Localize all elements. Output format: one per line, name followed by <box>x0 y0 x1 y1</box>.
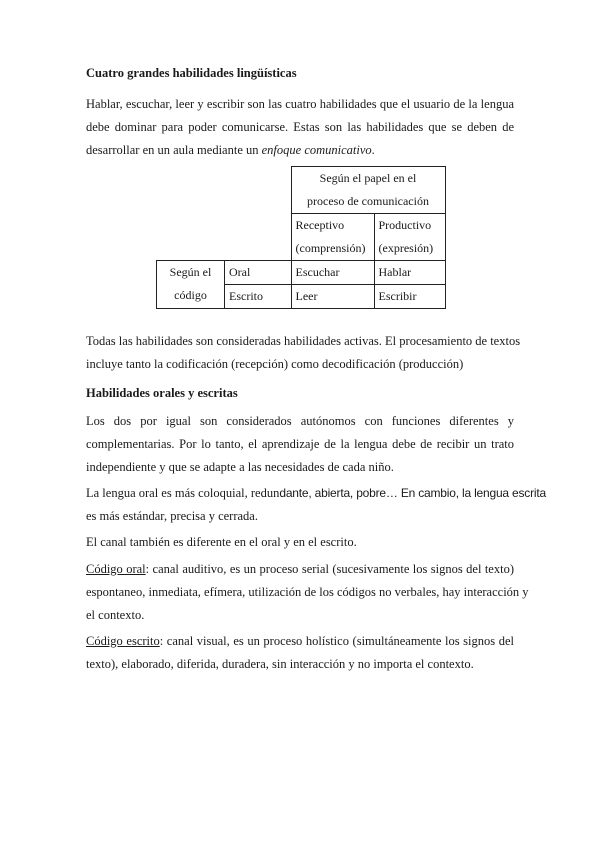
text-span: . <box>371 143 375 157</box>
table-cell: Hablar <box>374 261 445 285</box>
text-line <box>86 630 514 653</box>
underlined-term: Código escrito <box>86 634 160 648</box>
table-cell: Escuchar <box>291 261 374 285</box>
active-skills-paragraph <box>86 330 521 376</box>
skills-matrix-table <box>156 166 446 309</box>
text-span: : canal visual, es un proceso holístico (simultáneamente los signos del <box>159 634 514 648</box>
text-line <box>86 482 546 505</box>
table-cell: Leer <box>291 285 374 309</box>
text-span: dante, abierta, pobre… En cambio, la lengua escrita <box>279 486 546 500</box>
column-header-productive <box>374 214 445 261</box>
text-line: incluye tanto la codificación (recepción) como decodificación (producción) <box>86 357 464 371</box>
table-header-role <box>291 167 445 214</box>
header-text: proceso de comunicación <box>307 194 429 208</box>
written-code-paragraph <box>86 630 514 676</box>
text-span: desarrollar en un aula mediante un <box>86 143 262 157</box>
row-label: Oral <box>225 261 292 285</box>
row-label: Escrito <box>225 285 292 309</box>
header-text: Receptivo <box>295 218 345 232</box>
text-line: Todas las habilidades son consideradas habilidades activas. El procesamiento de textos <box>86 334 521 348</box>
text-line: independiente y que se adapte a las necesidades de cada niño. <box>86 460 394 474</box>
table-cell: Escribir <box>374 285 445 309</box>
text-span: La lengua oral es más coloquial, redun <box>86 486 280 500</box>
table-row <box>157 261 446 285</box>
row-header-code <box>157 261 225 309</box>
emphasis-text: enfoque comunicativo <box>261 143 372 157</box>
header-text: código <box>174 288 207 302</box>
text-line: Hablar, escuchar, leer y escribir son las cuatro habilidades que el usuario de la lengua <box>86 97 514 111</box>
empty-cell <box>225 214 292 261</box>
text-line: debe dominar para poder comunicarse. Estas son las habilidades que se deben de <box>86 120 514 134</box>
empty-cell <box>225 167 292 214</box>
header-text: (comprensión) <box>295 241 366 255</box>
text-span: : canal auditivo, es un proceso serial (sucesivamente los signos del texto) <box>145 562 514 576</box>
empty-cell <box>157 214 225 261</box>
oral-vs-written-paragraph <box>86 482 546 528</box>
text-line: Los dos por igual son considerados autónomos con funciones diferentes y <box>86 414 514 428</box>
section-title-oral-escrita: Habilidades orales y escritas <box>86 386 238 400</box>
text-line: texto), elaborado, diferida, duradera, sin interacción y no importa el contexto. <box>86 657 474 671</box>
autonomy-paragraph <box>86 410 514 479</box>
text-line: el contexto. <box>86 608 145 622</box>
text-line: complementarias. Por lo tanto, el aprendizaje de la lengua debe de recibir un trato <box>86 437 514 451</box>
header-text: Según el <box>169 265 212 279</box>
intro-paragraph <box>86 93 514 162</box>
header-text: (expresión) <box>378 241 434 255</box>
header-text: Según el papel en el <box>319 171 417 185</box>
text-line <box>86 139 514 162</box>
text-line <box>86 558 514 581</box>
header-text: Productivo <box>378 218 432 232</box>
underlined-term: Código oral <box>86 562 146 576</box>
column-header-receptive <box>291 214 374 261</box>
empty-cell <box>157 167 225 214</box>
oral-code-paragraph <box>86 558 529 627</box>
section-title-habilidades: Cuatro grandes habilidades lingüísticas <box>86 66 297 80</box>
channel-paragraph <box>86 531 514 554</box>
text-line: espontaneo, inmediata, efímera, utilización de los códigos no verbales, hay interacción y <box>86 585 529 599</box>
text-line: El canal también es diferente en el oral y en el escrito. <box>86 535 357 549</box>
text-line: es más estándar, precisa y cerrada. <box>86 509 258 523</box>
